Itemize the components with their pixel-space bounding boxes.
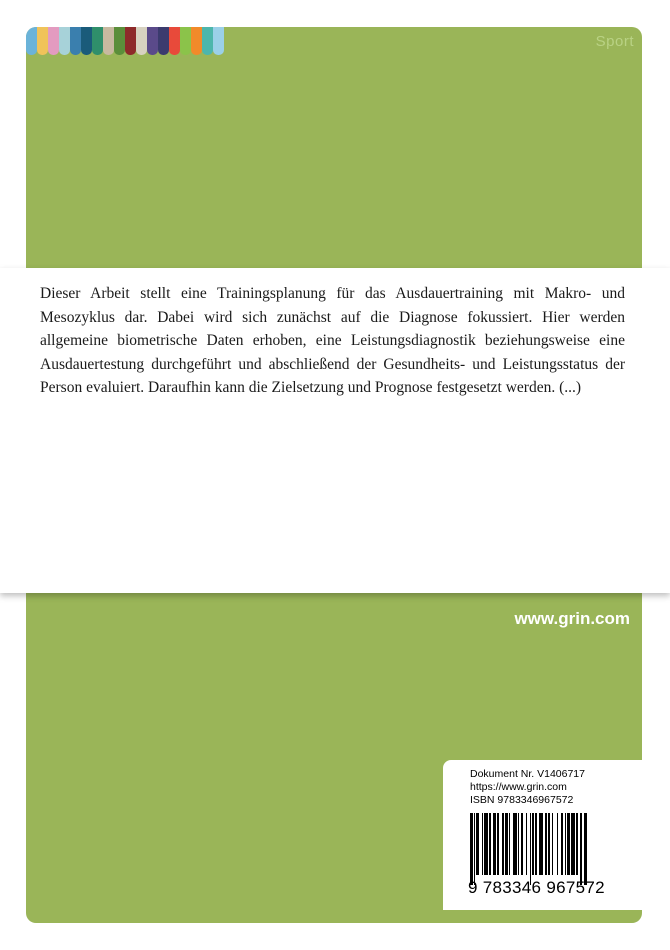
barcode-digits: 9 783346 967572 bbox=[468, 878, 605, 897]
color-stripe bbox=[114, 27, 125, 55]
color-stripe bbox=[48, 27, 59, 55]
document-url[interactable]: https://www.grin.com bbox=[470, 781, 567, 793]
color-stripe bbox=[213, 27, 224, 55]
blurb-text: Dieser Arbeit stellt eine Trainingsplanung für das Ausdauertraining mit Makro- und Mesozyklus dar. Dabei wird sich zunächst auf die Diagnose fokussiert. Hier werden allgemeine biometrische Daten erhoben, eine Leistungsdiagnostik beziehungsweise eine Ausdauertestung durchgeführt und abschließend der Gesundheits- und Leistungsstatus der Person evaluiert. Daraufhin kann die Zielsetzung und Prognose festgesetzt werden. (...) bbox=[40, 285, 625, 396]
color-stripe bbox=[125, 27, 136, 55]
color-stripe bbox=[37, 27, 48, 55]
color-stripe bbox=[147, 27, 158, 55]
blurb-panel bbox=[0, 268, 670, 593]
color-stripe bbox=[136, 27, 147, 55]
color-stripe bbox=[26, 27, 37, 55]
color-stripe bbox=[103, 27, 114, 55]
isbn-box bbox=[443, 760, 643, 910]
color-stripe bbox=[81, 27, 92, 55]
color-stripe bbox=[70, 27, 81, 55]
color-stripe bbox=[92, 27, 103, 55]
color-stripe bbox=[180, 27, 191, 55]
document-number: Dokument Nr. V1406717 bbox=[470, 768, 585, 780]
color-stripe bbox=[59, 27, 70, 55]
color-stripe bbox=[169, 27, 180, 55]
color-stripe bbox=[191, 27, 202, 55]
category-label: Sport bbox=[595, 33, 634, 50]
isbn-line: ISBN 9783346967572 bbox=[470, 794, 574, 806]
color-stripe bbox=[158, 27, 169, 55]
color-stripes bbox=[26, 27, 224, 55]
color-stripe bbox=[202, 27, 213, 55]
publisher-website[interactable]: www.grin.com bbox=[514, 609, 630, 628]
